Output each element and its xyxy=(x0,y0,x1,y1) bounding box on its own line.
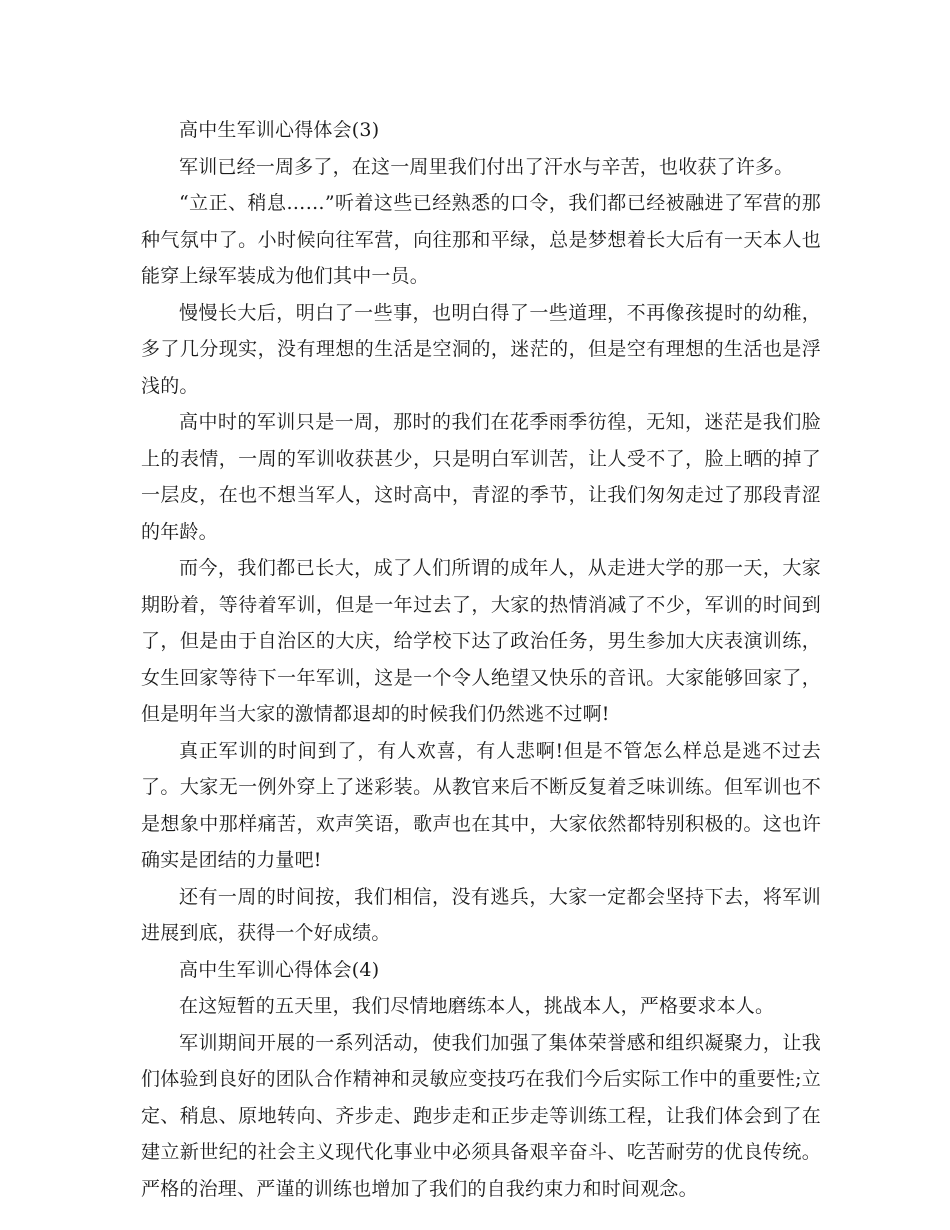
section-heading-4: 高中生军训心得体会(4) xyxy=(179,958,380,981)
paragraph: 在这短暂的五天里，我们尽情地磨练本人，挑战本人，严格要求本人。 xyxy=(179,995,775,1017)
section-heading-3: 高中生军训心得体会(3) xyxy=(179,119,380,141)
document-body xyxy=(141,112,821,1207)
paragraph: 军训已经一周多了，在这一周里我们付出了汗水与辛苦，也收获了许多。 xyxy=(179,155,794,178)
paragraph: 而今，我们都已长大，成了人们所谓的成年人，从走进大学的那一天，大家期盼着，等待着军训，但是一年过去了，大家的热情消减了不少，军训的时间到了，但是由于自治区的大庆，给学校下达了政治任务，男生参加大庆表演训练，女生回家等待下一年军训，这是一个令人绝望又快乐的音讯。大家能够回家了，但是明年当大家的激情都退却的时候我们仍然逃不过啊! xyxy=(141,557,821,725)
paragraph: 军训期间开展的一系列活动，使我们加强了集体荣誉感和组织凝聚力，让我们体验到良好的团队合作精神和灵敏应变技巧在我们今后实际工作中的重要性;立定、稍息、原地转向、齐步走、跑步走和正步走等训练工程，让我们体会到了在建立新世纪的社会主义现代化事业中必须具备艰辛奋斗、吃苦耐劳的优良传统。严格的治理、严谨的训练也增加了我们的自我约束力和时间观念。 xyxy=(141,1031,821,1200)
paragraph: 慢慢长大后，明白了一些事，也明白得了一些道理，不再像孩提时的幼稚，多了几分现实，没有理想的生活是空洞的，迷茫的，但是空有理想的生活也是浮浅的。 xyxy=(141,301,821,397)
paragraph: 高中时的军训只是一周，那时的我们在花季雨季彷徨，无知，迷茫是我们脸上的表情，一周的军训收获甚少，只是明白军训苦，让人受不了，脸上晒的掉了一层皮，在也不想当军人，这时高中，青涩的季节，让我们匆匆走过了那段青涩的年龄。 xyxy=(141,411,821,543)
paragraph: 真正军训的时间到了，有人欢喜，有人悲啊!但是不管怎么样总是逃不过去了。大家无一例外穿上了迷彩装。从教官来后不断反复着乏味训练。但军训也不是想象中那样痛苦，欢声笑语，歌声也在其中，大家依然都特别积极的。这也许确实是团结的力量吧! xyxy=(141,739,821,871)
paragraph: “立正、稍息……”听着这些已经熟悉的口令，我们都已经被融进了军营的那种气氛中了。小时候向往军营，向往那和平绿，总是梦想着长大后有一天本人也能穿上绿军装成为他们其中一员。 xyxy=(141,192,821,287)
paragraph: 还有一周的时间按，我们相信，没有逃兵，大家一定都会坚持下去，将军训进展到底，获得一个好成绩。 xyxy=(141,885,821,944)
